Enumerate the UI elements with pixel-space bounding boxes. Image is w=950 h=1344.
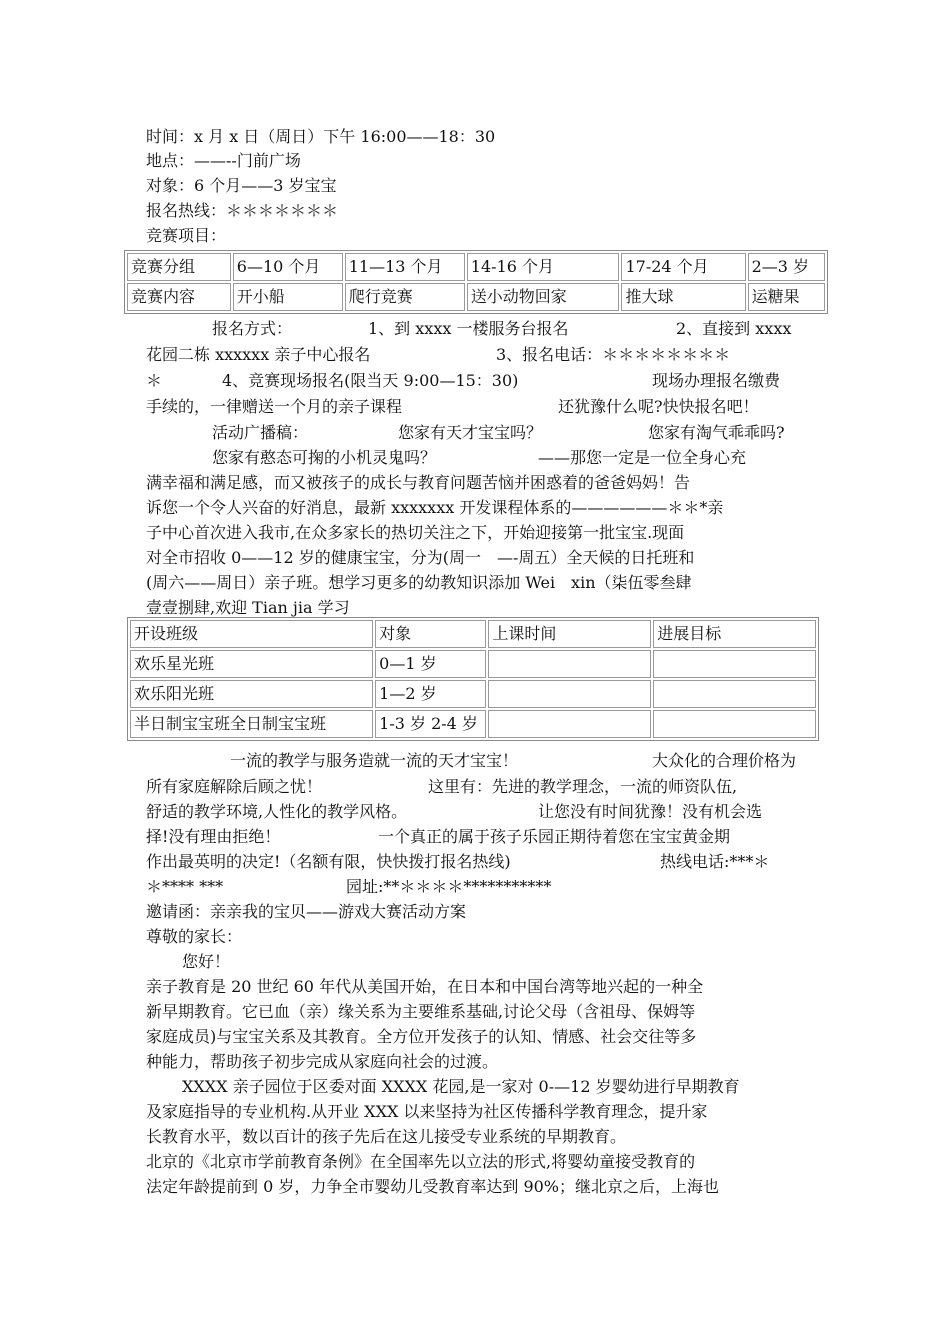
letter-paragraph-2-line-3: 长教育水平，数以百计的孩子先后在这儿接受专业系统的早期教育。 xyxy=(146,1127,627,1146)
table-row xyxy=(130,680,816,708)
promo-no-refusal: 择!没有理由拒绝！ xyxy=(146,827,281,846)
registration-call-to-action: 还犹豫什么呢?快快报名吧！ xyxy=(558,397,759,416)
registration-option-2: 2、直接到 xxxx xyxy=(676,319,792,338)
promo-price: 大众化的合理价格为 xyxy=(652,751,797,770)
broadcast-answer: ——那您一定是一位全身心充 xyxy=(538,448,747,467)
broadcast-question-1: 您家有天才宝宝吗？ xyxy=(398,423,543,442)
broadcast-question-3: 您家有憨态可掬的小机灵鬼吗？ xyxy=(212,448,437,467)
table-row xyxy=(127,283,825,311)
table-cell: 运糖果 xyxy=(748,283,825,311)
broadcast-line-5: 子中心首次进入我市,在众多家长的热切关注之下，开始迎接第一批宝宝.现面 xyxy=(146,523,685,542)
promo-paradise: 一个真正的属于孩子乐园正期待着您在宝宝黄金期 xyxy=(378,827,731,846)
table-cell: 推大球 xyxy=(621,283,745,311)
broadcast-line-1 xyxy=(0,422,950,444)
table-row xyxy=(127,253,825,281)
letter-paragraph-1-line-1: 亲子教育是 20 世纪 60 年代从美国开始，在日本和中国台湾等地兴起的一种全 xyxy=(146,977,704,996)
registration-fee-note: 现场办理报名缴费 xyxy=(652,371,781,390)
table-cell: 竞赛分组 xyxy=(127,253,231,281)
table-cell: 开小船 xyxy=(233,283,343,311)
table-cell xyxy=(488,650,651,678)
promo-slogan: 一流的教学与服务造就一流的天才宝宝！ xyxy=(230,751,519,770)
table-cell xyxy=(488,680,651,708)
letter-paragraph-1-line-2: 新早期教育。它已血（亲）缘关系为主要维系基础,讨论父母（含祖母、保姆等 xyxy=(146,1002,696,1021)
broadcast-line-6: 对全市招收 0——12 岁的健康宝宝，分为(周一 —-周五）全天候的日托班和 xyxy=(146,548,695,567)
promo-features: 这里有：先进的教学理念，一流的师资队伍, xyxy=(428,777,738,796)
letter-paragraph-2-line-2: 及家庭指导的专业机构.从开业 XXX 以来坚持为社区传播科学教育理念，提升家 xyxy=(146,1102,708,1121)
promo-line-5 xyxy=(0,851,950,873)
letter-paragraph-1-line-3: 家庭成员)与宝宝关系及其教育。全方位开发孩子的认知、情感、社会交往等多 xyxy=(146,1027,697,1046)
broadcast-line-2 xyxy=(0,447,950,469)
table-cell: 2—3 岁 xyxy=(748,253,825,281)
promo-line-4 xyxy=(0,826,950,848)
table-row xyxy=(130,710,816,738)
promo-hotline: 热线电话:***＊ xyxy=(660,852,770,871)
letter-paragraph-3-line-2: 法定年龄提前到 0 岁，力争全市婴幼儿受教育率达到 90%；继北京之后，上海也 xyxy=(146,1177,720,1196)
letter-greeting: 您好！ xyxy=(182,952,231,971)
promo-line-1 xyxy=(0,750,950,772)
table-cell: 欢乐星光班 xyxy=(130,650,373,678)
registration-option-1: 1、到 xxxx 一楼服务台报名 xyxy=(368,319,569,338)
table-cell: 14-16 个月 xyxy=(467,253,620,281)
promo-address: 园址:**＊＊＊＊*********** xyxy=(346,877,552,896)
table-cell: 0—1 岁 xyxy=(375,650,486,678)
registration-line-4 xyxy=(0,396,950,418)
event-hotline: 报名热线：＊＊＊＊＊＊＊ xyxy=(146,201,339,220)
competition-items-label: 竞赛项目： xyxy=(146,226,227,245)
table-cell xyxy=(488,710,651,738)
promo-no-hesitation: 让您没有时间犹豫！没有机会选 xyxy=(538,802,763,821)
letter-title: 邀请函：亲亲我的宝贝——游戏大赛活动方案 xyxy=(146,902,467,921)
event-target: 对象：6 个月——3 岁宝宝 xyxy=(146,176,337,195)
table-row xyxy=(130,620,816,648)
broadcast-line-4: 诉您一个令人兴奋的好消息，最新 xxxxxxx 开发课程体系的——————＊＊*亲 xyxy=(146,498,724,517)
broadcast-line-3: 满幸福和满足感，而又被孩子的成长与教育问题苦恼并困惑着的爸爸妈妈！告 xyxy=(146,473,691,492)
broadcast-line-7: (周六——周日）亲子班。想学习更多的幼教知识添加 Wei xin（柒伍零叁肆 xyxy=(146,573,692,592)
promo-decision: 作出最英明的决定!（名额有限，快快拨打报名热线) xyxy=(146,852,511,871)
event-place: 地点：——--门前广场 xyxy=(146,151,301,170)
competition-table xyxy=(124,250,828,314)
event-time: 时间：x 月 x 日（周日）下午 16:00——18：30 xyxy=(146,127,496,146)
table-cell: 上课时间 xyxy=(488,620,651,648)
promo-line-2 xyxy=(0,776,950,798)
table-cell: 17-24 个月 xyxy=(621,253,745,281)
letter-paragraph-2-line-1: XXXX 亲子园位于区委对面 XXXX 花园,是一家对 0-—12 岁婴幼进行早期教育 xyxy=(182,1077,740,1096)
letter-paragraph-1-line-4: 种能力，帮助孩子初步完成从家庭向社会的过渡。 xyxy=(146,1052,499,1071)
promo-worry-free: 所有家庭解除后顾之忧！ xyxy=(146,777,323,796)
broadcast-line-8: 壹壹捌肆,欢迎 Tian jia 学习 xyxy=(146,598,350,617)
table-cell: 6—10 个月 xyxy=(233,253,343,281)
table-cell: 11—13 个月 xyxy=(345,253,465,281)
registration-option-3: 3、报名电话：＊＊＊＊＊＊＊＊ xyxy=(496,345,731,364)
letter-paragraph-3-line-1: 北京的《北京市学前教育条例》在全国率先以立法的形式,将婴幼童接受教育的 xyxy=(146,1152,696,1171)
broadcast-label: 活动广播稿： xyxy=(212,423,309,442)
table-cell: 欢乐阳光班 xyxy=(130,680,373,708)
table-cell: 1—2 岁 xyxy=(375,680,486,708)
table-cell xyxy=(653,680,816,708)
promo-line-6 xyxy=(0,876,950,898)
registration-option-2-cont: 花园二栋 xxxxxx 亲子中心报名 xyxy=(146,345,371,364)
table-cell: 爬行竞赛 xyxy=(345,283,465,311)
table-cell xyxy=(653,710,816,738)
table-cell: 半日制宝宝班全日制宝宝班 xyxy=(130,710,373,738)
broadcast-question-2: 您家有淘气乖乖吗? xyxy=(648,423,785,442)
letter-salutation: 尊敬的家长： xyxy=(146,927,243,946)
registration-method-label: 报名方式： xyxy=(212,319,293,338)
registration-line-3 xyxy=(0,370,950,392)
registration-line-2 xyxy=(0,344,950,366)
table-cell: 开设班级 xyxy=(130,620,373,648)
class-table xyxy=(127,617,819,741)
table-cell: 1-3 岁 2-4 岁 xyxy=(375,710,486,738)
table-row xyxy=(130,650,816,678)
table-cell: 对象 xyxy=(375,620,486,648)
registration-line-1 xyxy=(0,318,950,340)
promo-hotline-number: ＊**** *** xyxy=(146,877,224,896)
registration-gift-note: 手续的，一律赠送一个月的亲子课程 xyxy=(146,397,403,416)
promo-line-3 xyxy=(0,801,950,823)
registration-option-4: 4、竞赛现场报名(限当天 9:00—15：30) xyxy=(222,371,519,390)
table-cell: 送小动物回家 xyxy=(467,283,620,311)
table-cell: 进展目标 xyxy=(653,620,816,648)
registration-option-3-cont: ＊ xyxy=(146,371,163,390)
promo-environment: 舒适的教学环境,人性化的教学风格。 xyxy=(146,802,408,821)
table-cell: 竞赛内容 xyxy=(127,283,231,311)
table-cell xyxy=(653,650,816,678)
